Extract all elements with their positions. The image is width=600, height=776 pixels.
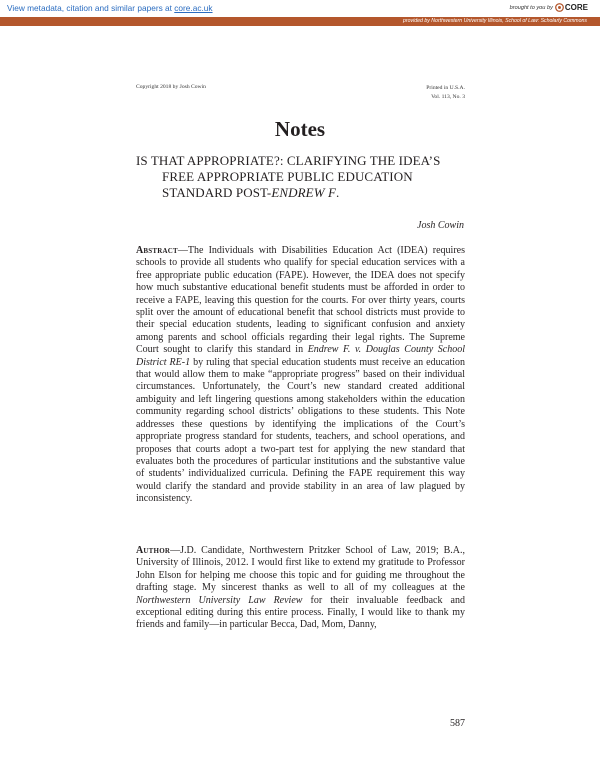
page-number: 587	[450, 718, 465, 729]
title-line-3	[136, 185, 466, 201]
abstract-case-name: Endrew F. v. Douglas County School District RE-1	[136, 344, 465, 368]
abstract-text-b: by ruling that special education students must receive an education that would allow them to make “appropriate progress” based on their individual circumstances. Unfortunately, the Court’s new standard created additional ambiguity and left lingering questions among stakeholders within the education community regarding school districts’ obligations to these students. This Note addresses these questions by identifying the implications of the Court’s appropriate progress standard for students, teachers, and school operations, and proposes that courts adopt a two-part test for applying the new standard that evaluates both the procedures of particular institutions and the substantive value of students’ individualized curricula. Defining the FAPE requirement this way would clarify the standard and provide stability in an area of law plagued by inconsistency.	[136, 356, 465, 505]
author-name: Josh Cowin	[417, 220, 464, 231]
author-note-text-b: for their invaluable feedback and exceptional editing during this entire process. Finally, I would like to thank my friends and family—in particular Becca, Dad, Mom, Danny,	[136, 594, 465, 631]
provided-by-text: provided by Northwestern University Illinois, School of Law: Scholarly Commons	[403, 18, 587, 24]
volume-line: Vol. 113, No. 3	[431, 93, 465, 100]
abstract-label: Abstract	[136, 245, 178, 256]
brought-by	[510, 3, 588, 12]
printed-line: Printed in U.S.A.	[426, 85, 465, 91]
title-case-name: ENDREW F	[271, 185, 337, 200]
core-logo[interactable]	[555, 3, 588, 12]
abstract-text-a: —The Individuals with Disabilities Education Act (IDEA) requires schools to provide all students who qualify for special education services with a free appropriate public education (FAPE). However, the IDEA does not specify how much substantive educational benefit students must be afforded in order to receive a FAPE, leaving this question for the courts. For over thirty years, courts split over the amount of educational benefit that school districts must provide to their special education students, leading to significant confusion and anxiety among parents and school officials regarding their legal rights. The Supreme Court sought to clarify this standard in	[136, 245, 465, 356]
core-metadata-link[interactable]	[7, 3, 213, 13]
author-note-text-a: —J.D. Candidate, Northwestern Pritzker School of Law, 2019; B.A., University of Illinois, 2012. I would first like to extend my gratitude to Professor John Elson for helping me choose this topic and for guiding me throughout the drafting stage. My sincerest thanks as well to all of my colleagues at the	[136, 545, 465, 594]
core-top-bar	[0, 0, 600, 17]
title-line-3-prefix: STANDARD POST-	[162, 185, 272, 200]
title-line-2: FREE APPROPRIATE PUBLIC EDUCATION	[162, 169, 413, 184]
core-logo-text: CORE	[564, 3, 588, 12]
author-note-label: Author	[136, 545, 171, 556]
section-heading: Notes	[274, 117, 326, 141]
brought-by-text: brought to you by	[509, 4, 553, 11]
provided-by-bar	[0, 17, 600, 26]
core-logo-icon	[555, 3, 564, 12]
core-link-prefix: View metadata, citation and similar papers at	[7, 3, 175, 13]
title-line-1: IS THAT APPROPRIATE?: CLARIFYING THE IDEA’S	[136, 153, 441, 168]
core-link-domain: core.ac.uk	[174, 3, 213, 13]
copyright-line: Copyright 2018 by Josh Cowin	[136, 84, 206, 90]
print-info	[426, 84, 465, 101]
author-note-paragraph	[136, 545, 465, 632]
author-note-journal: Northwestern University Law Review	[136, 594, 303, 606]
article-title	[136, 153, 466, 201]
title-line-3-suffix: .	[336, 185, 340, 200]
abstract-paragraph	[136, 245, 465, 506]
